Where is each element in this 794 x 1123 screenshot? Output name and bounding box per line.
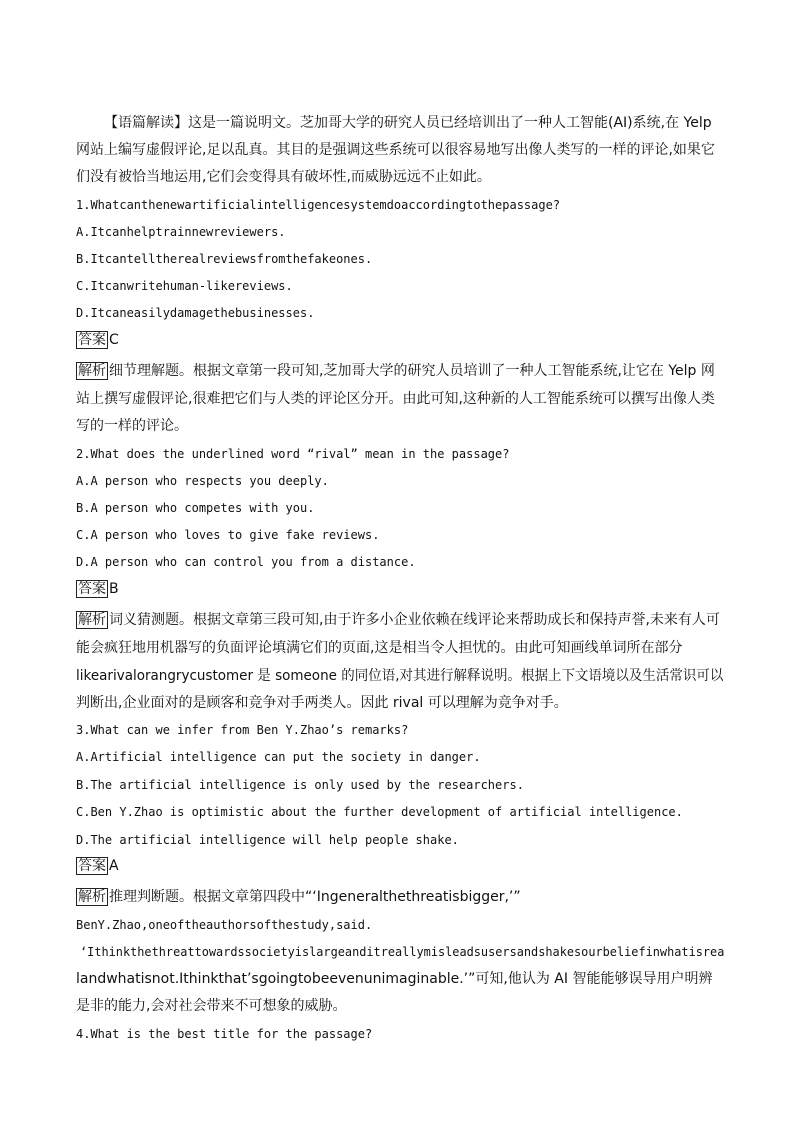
q3-answer — [76, 857, 119, 875]
q2-analysis-line-1: 解析 词义猜测题。根据文章第三段可知,由于许多小企业依赖在线评论来帮助成长和保持声誉,未来有人可 — [78, 612, 720, 628]
analysis-tag: 解析 — [78, 363, 106, 379]
q1-analysis-line-3: 写的一样的评论。 — [76, 418, 188, 434]
q3-question: 3.What can we infer from Ben Y.Zhao’s remarks? — [76, 723, 409, 737]
intro-line-2: 网站上编写虚假评论,足以乱真。其目的是强调这些系统可以很容易地写出像人类写的一样的评论,如果它 — [76, 142, 715, 158]
q3-option-d: D.The artificial intelligence will help people shake. — [76, 833, 459, 847]
q1-analysis-line-1: 解析 细节理解题。根据文章第一段可知,芝加哥大学的研究人员培训了一种人工智能系统,让它在 Yelp 网 — [78, 363, 715, 379]
q3-option-a: A.Artificial intelligence can put the society in danger. — [76, 750, 481, 764]
q3-option-b: B.The artificial intelligence is only used by the researchers. — [76, 778, 524, 792]
q3-analysis-line-1: 解析 推理判断题。根据文章第四段中“‘Ingeneralthethreatisbigger,’” — [78, 889, 521, 905]
answer-value: A — [109, 858, 119, 874]
answer-tag: 答案 — [78, 581, 106, 597]
q1-option-b: B.Itcantelltherealreviewsfromthefakeones. — [76, 252, 373, 266]
q2-question: 2.What does the underlined word “rival” mean in the passage? — [76, 447, 510, 461]
q2-answer — [76, 580, 119, 598]
analysis-tag: 解析 — [78, 889, 106, 905]
q2-analysis-line-2: 能会疯狂地用机器写的负面评论填满它们的页面,这是相当令人担忧的。由此可知画线单词所在部分 — [76, 640, 683, 656]
q2-option-d: D.A person who can control you from a distance. — [76, 555, 416, 569]
q3-analysis-line-5: 是非的能力,会对社会带来不可想象的威胁。 — [76, 998, 347, 1014]
q1-question: 1.Whatcanthenewartificialintelligencesystemdoaccordingtothepassage? — [76, 198, 561, 212]
answer-tag: 答案 — [78, 332, 106, 348]
q2-option-c: C.A person who loves to give fake reviews. — [76, 528, 380, 542]
q1-answer — [76, 331, 119, 349]
analysis-tag: 解析 — [78, 612, 106, 628]
q1-option-a: A.Itcanhelptrainnewreviewers. — [76, 225, 286, 239]
q3-analysis-line-4: landwhatisnot.Ithinkthat’sgoingtobeevenunimaginable.’”可知,他认为 AI 智能能够误导用户明辨 — [76, 971, 713, 987]
q3-analysis-line-2: BenY.Zhao,oneoftheauthorsofthestudy,said. — [76, 918, 373, 932]
intro-line-1: 【语篇解读】这是一篇说明文。芝加哥大学的研究人员已经培训出了一种人工智能(AI)系统,在 Yelp — [104, 115, 712, 131]
intro-line-3: 们没有被恰当地运用,它们会变得具有破坏性,而威胁远远不止如此。 — [76, 169, 491, 185]
intro-lead: 【语篇解读】 — [104, 115, 188, 131]
q2-analysis-line-3: likearivalorangrycustomer 是 someone 的同位语,对其进行解释说明。根据上下文语境以及生活常识可以 — [76, 668, 724, 684]
q1-option-c: C.Itcanwritehuman-likereviews. — [76, 279, 293, 293]
answer-value: B — [109, 581, 119, 597]
q3-option-c: C.Ben Y.Zhao is optimistic about the further development of artificial intelligence. — [76, 805, 683, 819]
q2-option-b: B.A person who competes with you. — [76, 501, 315, 515]
q2-option-a: A.A person who respects you deeply. — [76, 474, 329, 488]
answer-value: C — [109, 332, 119, 348]
q4-question: 4.What is the best title for the passage? — [76, 1027, 373, 1041]
q1-option-d: D.Itcaneasilydamagethebusinesses. — [76, 306, 315, 320]
q2-analysis-line-4: 判断出,企业面对的是顾客和竞争对手两类人。因此 rival 可以理解为竞争对手。 — [76, 695, 568, 711]
q1-analysis-line-2: 站上撰写虚假评论,很难把它们与人类的评论区分开。由此可知,这种新的人工智能系统可以撰写出像人类 — [76, 391, 715, 407]
q3-analysis-line-3: ‘Ithinkthethreattowardssocietyislargeanditreallymisleadsusersandshakesourbeliefinwhatisrea — [80, 945, 725, 959]
answer-tag: 答案 — [78, 858, 106, 874]
